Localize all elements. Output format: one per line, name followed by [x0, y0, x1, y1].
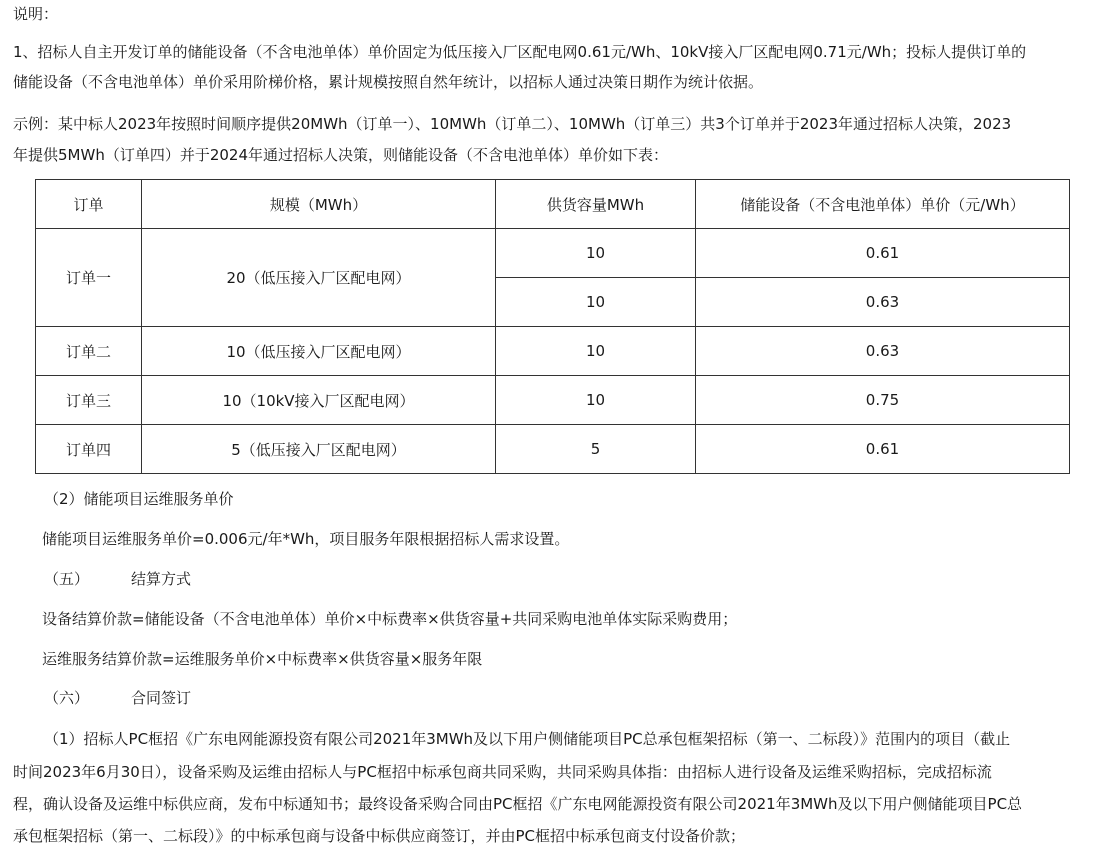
formula-maintenance: 运维服务结算价款=运维服务单价×中标费率×供货容量×服务年限 [42, 650, 483, 668]
header-capacity: 供货容量MWh [496, 180, 696, 229]
order-price: 0.61 [696, 425, 1070, 474]
para-3-line-4: 承包框架招标（第一、二标段）》的中标承包商与设备中标供应商签订，并由PC框招中标承包商支付设备价款； [13, 827, 746, 845]
para-1-line-1: 1、招标人自主开发订单的储能设备（不含电池单体）单价固定为低压接入厂区配电网0.61元/Wh、10kV接入厂区配电网0.71元/Wh；投标人提供订单的 [13, 43, 1027, 61]
section-6-number: （六） [44, 689, 90, 707]
subsection-2-text: 储能项目运维服务单价=0.006元/年*Wh，项目服务年限根据招标人需求设置。 [42, 530, 570, 548]
header-scale: 规模（MWh） [142, 180, 496, 229]
table-row [36, 425, 1070, 474]
para-3-line-3: 程，确认设备及运维中标供应商，发布中标通知书；最终设备采购合同由PC框招《广东电网能源投资有限公司2021年3MWh及以下用户侧储能项目PC总 [13, 795, 1023, 813]
order-price: 0.75 [696, 376, 1070, 425]
para-3-line-1: （1）招标人PC框招《广东电网能源投资有限公司2021年3MWh及以下用户侧储能项目PC总承包框架招标（第一、二标段）》范围内的项目（截止 [44, 730, 1011, 748]
section-5-heading [44, 569, 191, 589]
table-row [36, 229, 1070, 278]
order-capacity: 5 [496, 425, 696, 474]
para-3-line-2: 时间2023年6月30日），设备采购及运维由招标人与PC框招中标承包商共同采购，共同采购具体指：由招标人进行设备及运维采购招标，完成招标流 [13, 763, 992, 781]
formula-equipment: 设备结算价款=储能设备（不含电池单体）单价×中标费率×供货容量+共同采购电池单体实际采购费用； [42, 610, 738, 628]
order-capacity: 10 [496, 278, 696, 327]
order-name: 订单四 [36, 425, 142, 474]
order-price: 0.63 [696, 278, 1070, 327]
price-table [35, 179, 1070, 474]
section-6-heading [44, 688, 191, 708]
section-5-number: （五） [44, 570, 90, 588]
order-name: 订单三 [36, 376, 142, 425]
header-order: 订单 [36, 180, 142, 229]
para-2-line-2: 年提供5MWh（订单四）并于2024年通过招标人决策，则储能设备（不含电池单体）单价如下表： [13, 146, 669, 164]
order-scale: 10（低压接入厂区配电网） [142, 327, 496, 376]
order-scale: 20（低压接入厂区配电网） [142, 229, 496, 327]
para-1-line-2: 储能设备（不含电池单体）单价采用阶梯价格，累计规模按照自然年统计，以招标人通过决策日期作为统计依据。 [13, 73, 764, 91]
para-2-line-1: 示例：某中标人2023年按照时间顺序提供20MWh（订单一）、10MWh（订单二）、10MWh（订单三）共3个订单并于2023年通过招标人决策，2023 [13, 115, 1012, 133]
table-row [36, 327, 1070, 376]
order-price: 0.61 [696, 229, 1070, 278]
order-name: 订单二 [36, 327, 142, 376]
section-5-title: 结算方式 [131, 570, 192, 588]
order-capacity: 10 [496, 229, 696, 278]
order-scale: 10（10kV接入厂区配电网） [142, 376, 496, 425]
page-heading: 说明： [13, 5, 59, 23]
order-name: 订单一 [36, 229, 142, 327]
order-scale: 5（低压接入厂区配电网） [142, 425, 496, 474]
header-unit-price: 储能设备（不含电池单体）单价（元/Wh） [696, 180, 1070, 229]
order-capacity: 10 [496, 376, 696, 425]
section-6-title: 合同签订 [131, 689, 192, 707]
table-row [36, 376, 1070, 425]
subsection-2-title: （2）储能项目运维服务单价 [44, 490, 234, 508]
order-price: 0.63 [696, 327, 1070, 376]
order-capacity: 10 [496, 327, 696, 376]
table-header-row [36, 180, 1070, 229]
